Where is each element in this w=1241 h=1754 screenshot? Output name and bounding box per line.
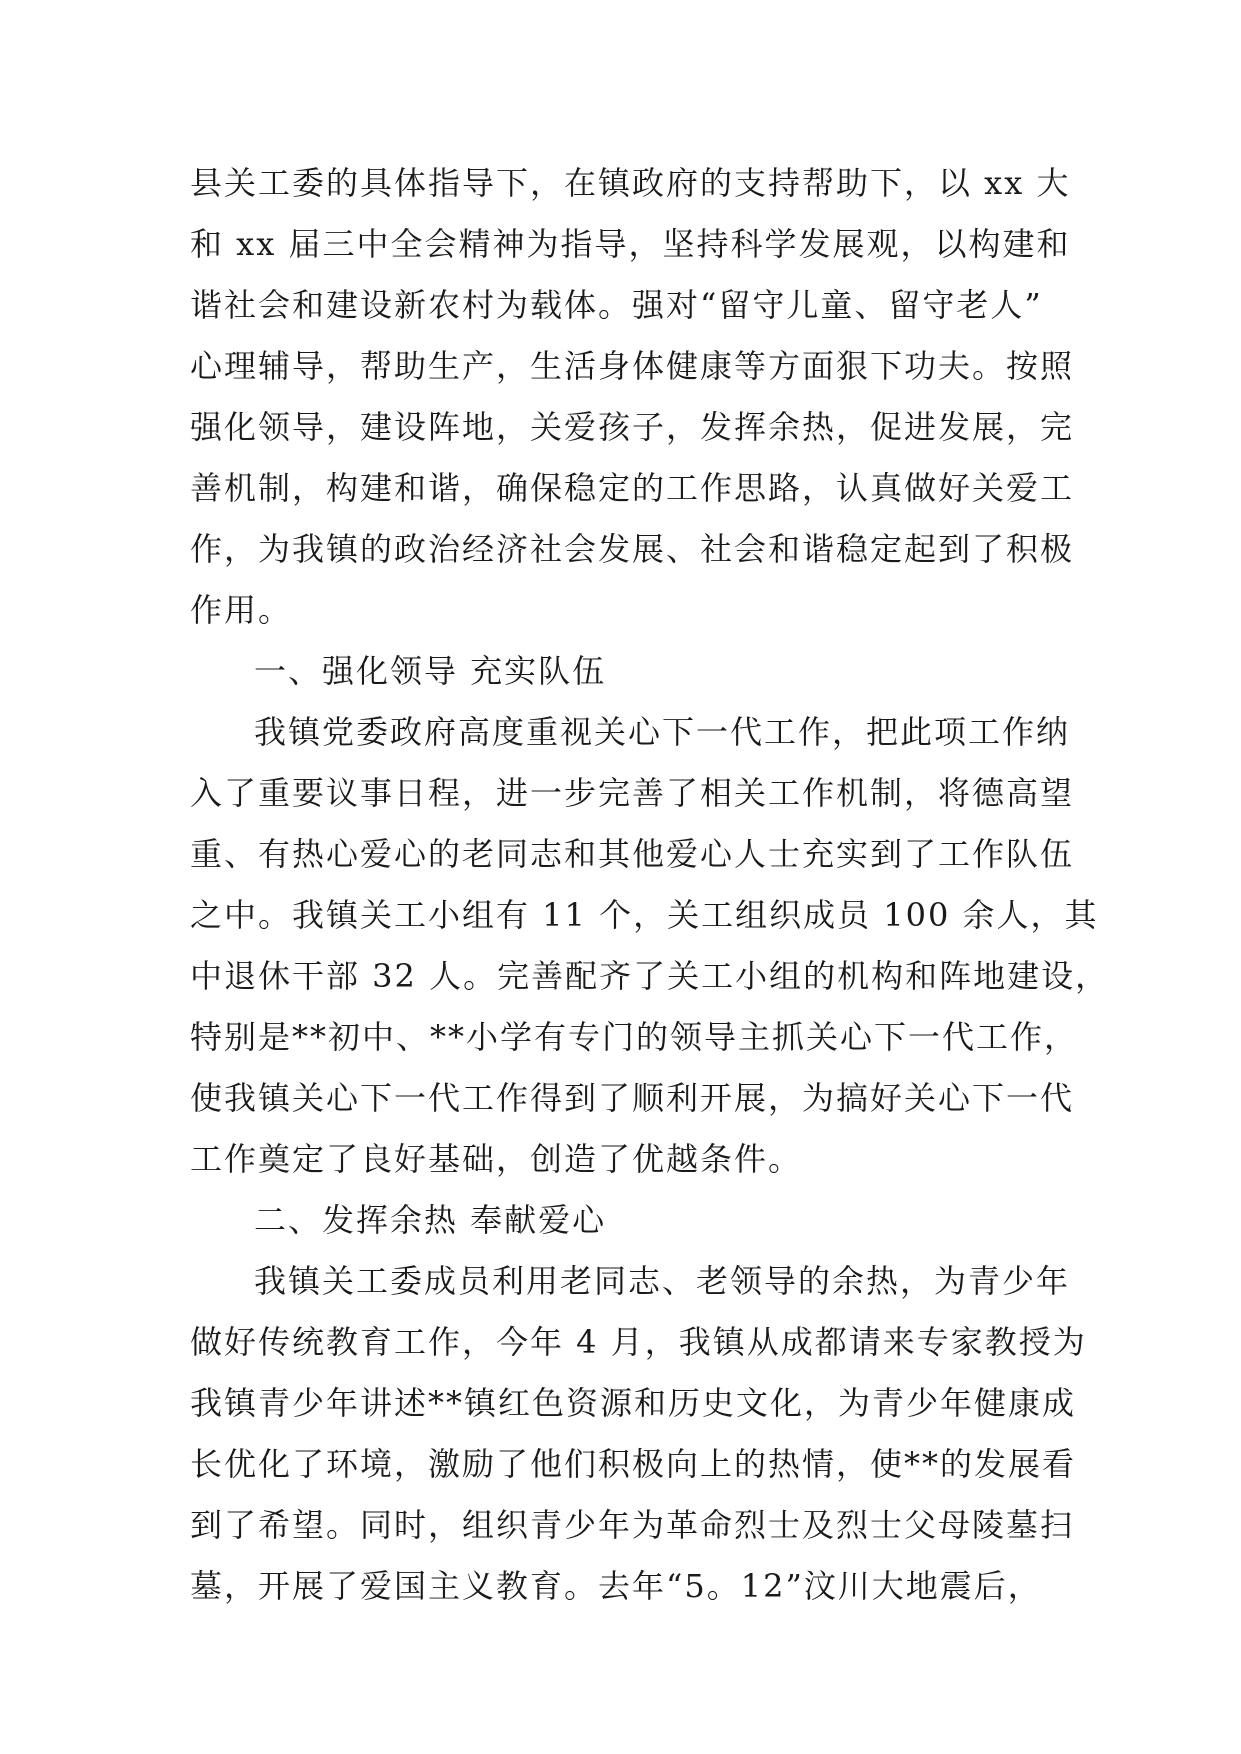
text-line: 我镇青少年讲述**镇红色资源和历史文化，为青少年健康成 bbox=[190, 1384, 1077, 1422]
text-line: 重、有热心爱心的老同志和其他爱心人士充实到了工作队伍 bbox=[190, 835, 1075, 873]
text-line: 长优化了环境，激励了他们积极向上的热情，使**的发展看 bbox=[190, 1445, 1077, 1483]
text-line: 善机制，构建和谐，确保稳定的工作思路，认真做好关爱工 bbox=[190, 469, 1075, 507]
text-line: 入了重要议事日程，进一步完善了相关工作机制，将德高望 bbox=[190, 774, 1075, 812]
text-line: 谐社会和建设新农村为载体。强对“留守儿童、留守老人” bbox=[190, 286, 1043, 324]
text-line: 到了希望。同时，组织青少年为革命烈士及烈士父母陵墓扫 bbox=[190, 1506, 1075, 1544]
text-line: 之中。我镇关工小组有 11 个，关工组织成员 100 余人，其 bbox=[190, 896, 1099, 934]
text-line: 我镇关工委成员利用老同志、老领导的余热，为青少年 bbox=[254, 1262, 1071, 1300]
text-line: 二、发挥余热 奉献爱心 bbox=[254, 1201, 607, 1239]
text-line: 工作奠定了良好基础，创造了优越条件。 bbox=[190, 1140, 803, 1178]
text-line: 特别是**初中、**小学有专门的领导主抓关心下一代工作， bbox=[190, 1018, 1079, 1056]
text-line: 墓，开展了爱国主义教育。去年“5。12”汶川大地震后， bbox=[190, 1567, 1042, 1605]
text-line: 强化领导，建设阵地，关爱孩子，发挥余热，促进发展，完 bbox=[190, 408, 1075, 446]
text-line: 和 xx 届三中全会精神为指导，坚持科学发展观，以构建和 bbox=[190, 225, 1071, 263]
text-line: 一、强化领导 充实队伍 bbox=[254, 652, 607, 690]
text-line: 中退休干部 32 人。完善配齐了关工小组的机构和阵地建设， bbox=[190, 957, 1110, 995]
text-line: 作用。 bbox=[190, 591, 293, 629]
text-line: 使我镇关心下一代工作得到了顺利开展，为搞好关心下一代 bbox=[190, 1079, 1075, 1117]
text-line: 县关工委的具体指导下，在镇政府的支持帮助下，以 xx 大 bbox=[190, 164, 1071, 202]
text-line: 做好传统教育工作，今年 4 月，我镇从成都请来专家教授为 bbox=[190, 1323, 1087, 1361]
text-line: 作，为我镇的政治经济社会发展、社会和谐稳定起到了积极 bbox=[190, 530, 1075, 568]
text-line: 我镇党委政府高度重视关心下一代工作，把此项工作纳 bbox=[254, 713, 1071, 751]
document-body bbox=[190, 153, 1110, 1617]
text-line: 心理辅导，帮助生产，生活身体健康等方面狠下功夫。按照 bbox=[190, 347, 1075, 385]
